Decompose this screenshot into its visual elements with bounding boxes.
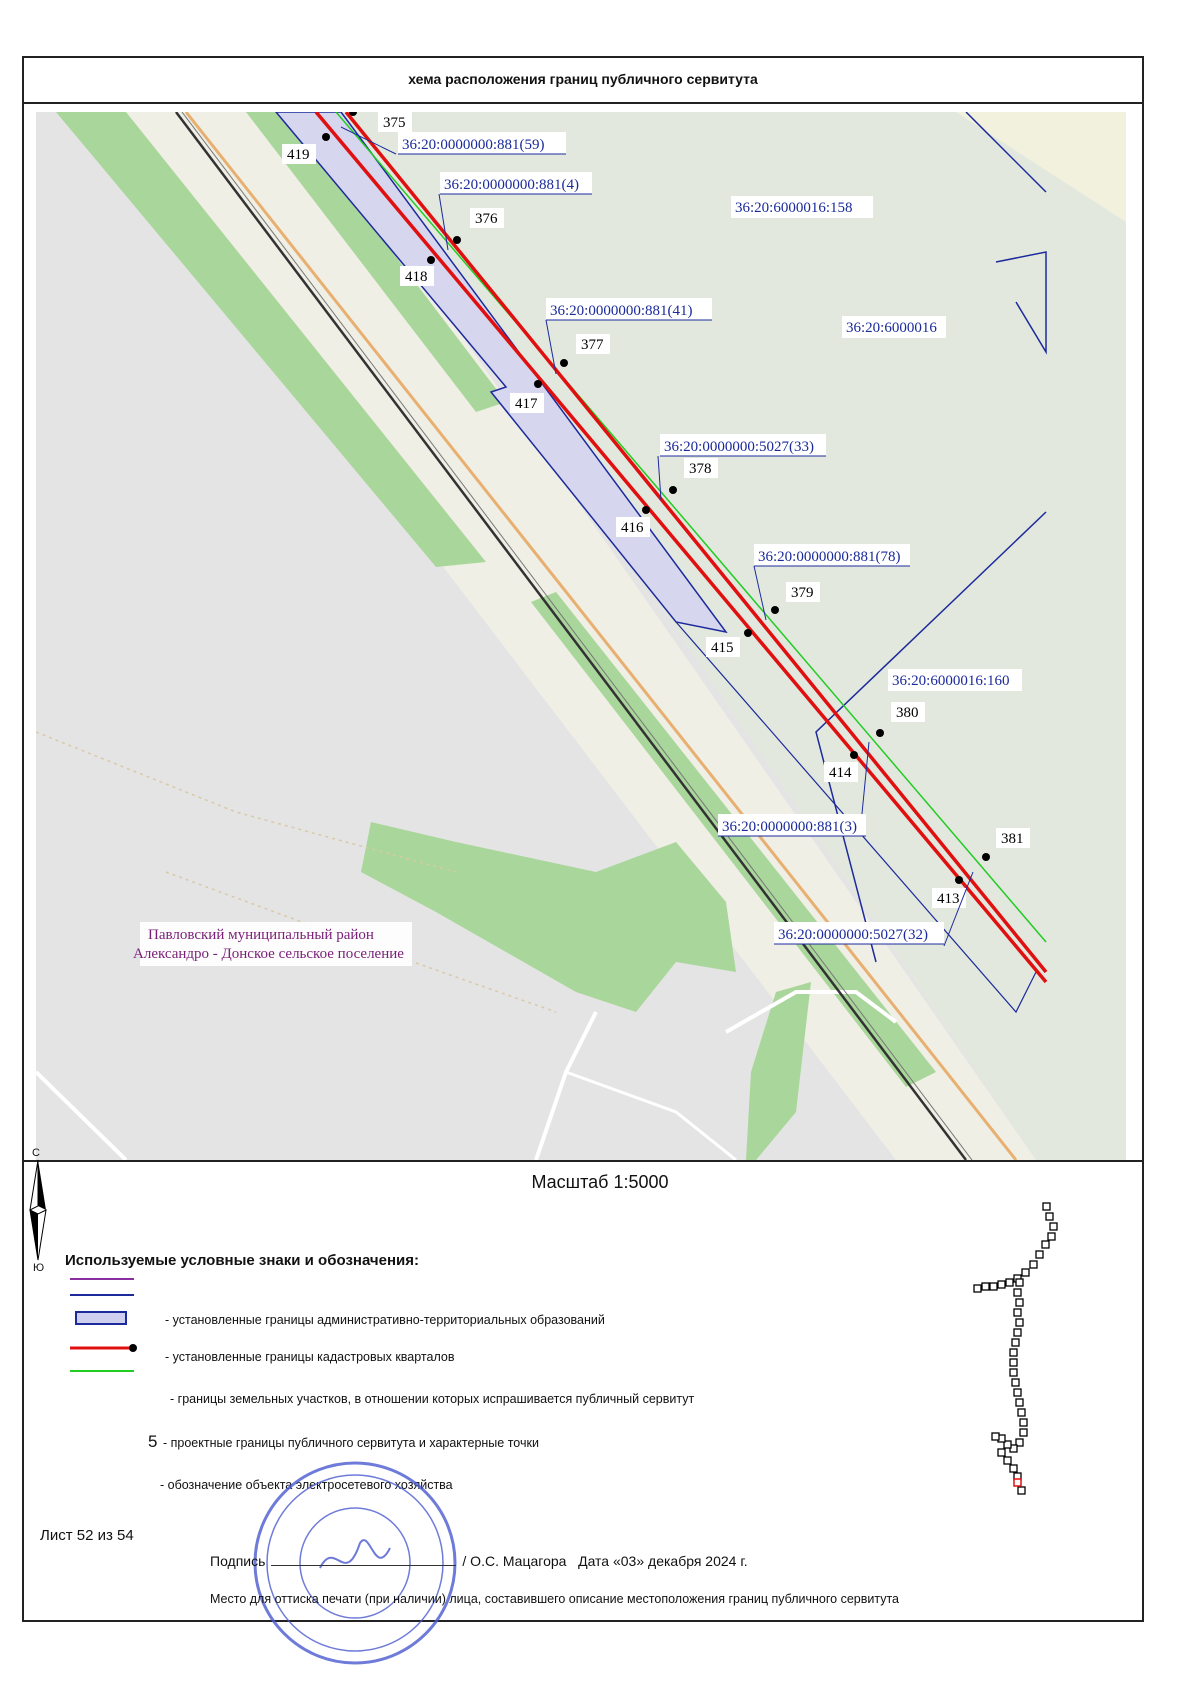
overview-sheet-square (1014, 1289, 1021, 1296)
point-413-label: 413 (937, 891, 960, 907)
cadastral-label-6000016[interactable]: 36:20:6000016 (846, 320, 937, 336)
overview-sheet-square (1016, 1299, 1023, 1306)
legend-admin-area-icon (74, 1309, 130, 1329)
overview-squares (974, 1203, 1057, 1494)
point-418-marker[interactable] (427, 256, 435, 264)
legend-item-cadastral: - установленные границы кадастровых кварталов (165, 1350, 455, 1364)
point-415-label: 415 (711, 640, 734, 656)
overview-sheet-square (1010, 1349, 1017, 1356)
point-417-marker[interactable] (534, 380, 542, 388)
point-377-label: 377 (581, 337, 604, 353)
point-376-label: 376 (475, 211, 498, 227)
point-413-marker[interactable] (955, 876, 963, 884)
overview-sheet-square (1043, 1203, 1050, 1210)
point-419-marker[interactable] (322, 133, 330, 141)
overview-sheet-square (998, 1281, 1005, 1288)
point-415-marker[interactable] (744, 629, 752, 637)
south-label: Ю (33, 1262, 45, 1274)
cadastral-label-881-4[interactable]: 36:20:0000000:881(4) (444, 177, 579, 193)
overview-sheet-square (1004, 1457, 1011, 1464)
point-379-label: 379 (791, 585, 814, 601)
cadastral-label-881-59[interactable]: 36:20:0000000:881(59) (402, 137, 545, 153)
point-378-marker[interactable] (669, 486, 677, 494)
overview-sheet-square (1014, 1389, 1021, 1396)
overview-sheet-square (982, 1283, 989, 1290)
point-414-label: 414 (829, 765, 852, 781)
overview-sheet-square (1016, 1279, 1023, 1286)
north-arrow-icon (26, 1150, 50, 1280)
page-title: хема расположения границ публичного сервитута (22, 56, 1144, 104)
signature-name: / О.С. Мацагора (462, 1553, 567, 1569)
overview-sheet-square (998, 1449, 1005, 1456)
signature-line[interactable] (271, 1553, 456, 1566)
point-375-label: 375 (383, 115, 406, 131)
overview-sheet-square (1036, 1251, 1043, 1258)
overview-sheet-square (1022, 1269, 1029, 1276)
overview-sheet-square (1030, 1261, 1037, 1268)
map-scale: Масштаб 1:5000 (531, 1172, 669, 1192)
map-view[interactable] (36, 112, 1126, 1160)
overview-current-sheet (1014, 1479, 1021, 1486)
point-416-label: 416 (621, 520, 644, 536)
map-canvas (36, 112, 1126, 1160)
legend-title: Используемые условные знаки и обозначения: (65, 1252, 420, 1269)
overview-sheet-square (1018, 1409, 1025, 1416)
map-bottom-border (22, 1160, 1144, 1162)
legend-admin-lines-icon (68, 1275, 138, 1305)
overview-sheet-square (1020, 1429, 1027, 1436)
cadastral-label-5027-33[interactable]: 36:20:0000000:5027(33) (664, 439, 814, 455)
overview-sheet-square (990, 1283, 997, 1290)
point-376-marker[interactable] (453, 236, 461, 244)
point-377-marker[interactable] (560, 359, 568, 367)
overview-sheet-square (1016, 1399, 1023, 1406)
overview-sheet-square (1012, 1379, 1019, 1386)
stamp-place-note: Место для оттиска печати (при наличии) лица, составившего описание местоположения границ публичного сервитута (210, 1592, 899, 1606)
point-380-label: 380 (896, 705, 919, 721)
legend-servitude-line-icon (68, 1342, 140, 1356)
overview-sheet-square (1018, 1487, 1025, 1494)
north-label: С (32, 1147, 40, 1159)
overview-map (970, 1195, 1100, 1495)
point-380-marker[interactable] (876, 729, 884, 737)
overview-sheet-square (992, 1433, 999, 1440)
point-418-label: 418 (405, 269, 428, 285)
overview-sheet-square (1010, 1369, 1017, 1376)
point-419-label: 419 (287, 147, 310, 163)
overview-sheet-square (1048, 1233, 1055, 1240)
overview-sheet-square (1010, 1465, 1017, 1472)
legend-point-sample: 5 (148, 1432, 158, 1451)
point-381-label: 381 (1001, 831, 1024, 847)
cadastral-label-6000016-158[interactable]: 36:20:6000016:158 (735, 200, 853, 216)
overview-sheet-square (1014, 1329, 1021, 1336)
legend-item-servitude: - проектные границы публичного сервитута и характерные точки (163, 1436, 539, 1450)
cadastral-label-881-41[interactable]: 36:20:0000000:881(41) (550, 303, 693, 319)
overview-sheet-square (1042, 1241, 1049, 1248)
overview-sheet-square (1010, 1359, 1017, 1366)
overview-sheet-square (1050, 1223, 1057, 1230)
signature-label: Подпись (210, 1553, 266, 1569)
cadastral-label-881-3[interactable]: 36:20:0000000:881(3) (722, 819, 857, 835)
cadastral-label-881-78[interactable]: 36:20:0000000:881(78) (758, 549, 901, 565)
legend-item-admin: - установленные границы административно-территориальных образований (165, 1313, 605, 1327)
cadastral-label-5027-32[interactable]: 36:20:0000000:5027(32) (778, 927, 928, 943)
legend-item-electric: - обозначение объекта электросетевого хозяйства (160, 1478, 453, 1492)
overview-sheet-square (1006, 1279, 1013, 1286)
region-label-district: Павловский муниципальный район (148, 927, 374, 943)
overview-sheet-square (1046, 1213, 1053, 1220)
point-417-label: 417 (515, 396, 538, 412)
overview-sheet-square (1016, 1319, 1023, 1326)
point-414-marker[interactable] (850, 751, 858, 759)
overview-sheet-square (1020, 1419, 1027, 1426)
sheet-number: Лист 52 из 54 (40, 1527, 134, 1544)
overview-sheet-square (1014, 1309, 1021, 1316)
legend-item-plots: - границы земельных участков, в отношении которых испрашивается публичный сервитут (170, 1392, 695, 1406)
legend-plot-line-icon (68, 1366, 140, 1376)
overview-sheet-square (1012, 1339, 1019, 1346)
point-378-label: 378 (689, 461, 712, 477)
signature-row (210, 1553, 748, 1569)
region-label-settlement: Александро - Донское сельское поселение (133, 946, 404, 962)
point-381-marker[interactable] (982, 853, 990, 861)
overview-sheet-square (974, 1285, 981, 1292)
cadastral-label-6000016-160[interactable]: 36:20:6000016:160 (892, 673, 1010, 689)
point-379-marker[interactable] (771, 606, 779, 614)
point-416-marker[interactable] (642, 506, 650, 514)
signature-date: Дата «03» декабря 2024 г. (578, 1553, 748, 1569)
